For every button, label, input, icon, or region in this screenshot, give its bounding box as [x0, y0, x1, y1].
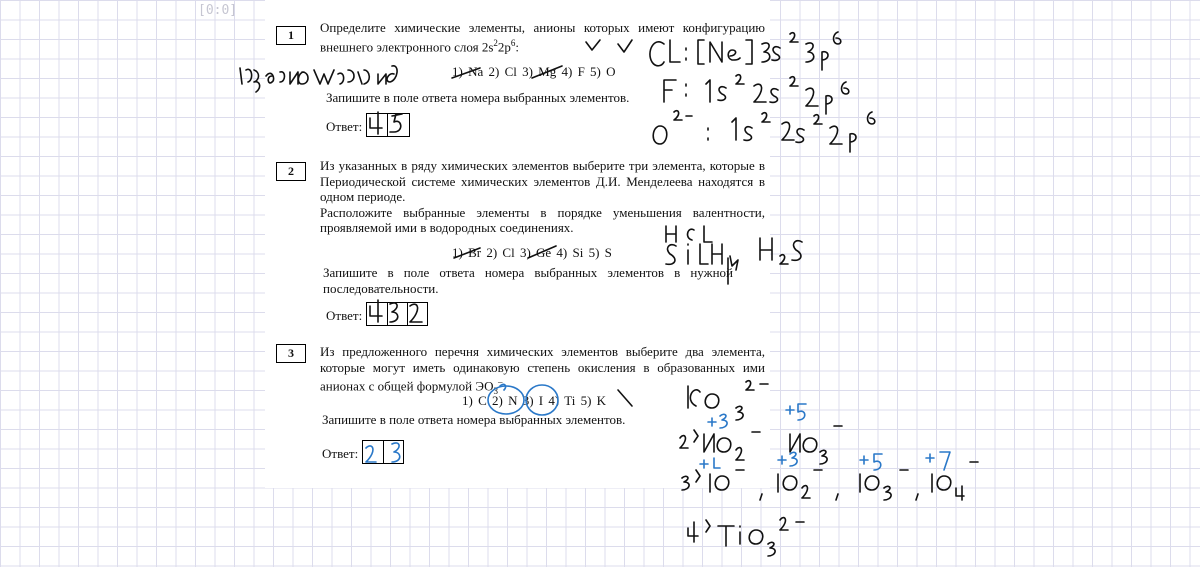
note-no2-no3	[680, 426, 842, 464]
note-h2s	[760, 238, 802, 264]
strike-na	[452, 68, 480, 78]
note-cl-config	[650, 32, 841, 70]
note-o-config	[653, 111, 875, 152]
circle-option-n	[488, 386, 524, 414]
task-1-text: Определите химические элементы, анионы которых имеют конфигурацию внешнего электронного слоя $2s^22p^6$:	[320, 20, 765, 54]
strike-ge	[528, 246, 556, 258]
coordinate-readout: [0:0]	[198, 3, 238, 18]
margin-note-scribble	[240, 66, 397, 92]
task-1-answer-label: Ответ:	[326, 119, 363, 134]
note-f-config	[664, 75, 849, 114]
task-3-text: Из предложенного перечня химических элементов выберите два элемента, которые могут иметь одинаковую степень окисления в образованных ими анионах с общей формулой $ЭО_3^-$.	[320, 344, 765, 396]
ox-state-io2	[778, 452, 797, 466]
task-3-answer-label: Ответ:	[322, 446, 359, 461]
ox-state-no3	[786, 404, 806, 420]
ox-state-io3	[860, 454, 882, 470]
task-2-answer-label: Ответ:	[326, 308, 363, 323]
task-2-instruction: Запишите в поле ответа номера выбранных элементов в нужной последовательности.	[323, 265, 733, 296]
task-3-instruction: Запишите в поле ответа номера выбранных элементов.	[322, 412, 626, 427]
note-co3	[688, 381, 768, 420]
strike-k	[618, 390, 632, 406]
task-2-text: Из указанных в ряду химических элементов выберите три элемента, которые в Периодической системе химических элементов Д.И. Менделеева находятся в одном периоде. Расположите выбранные элементы в порядке уменьшения валентности, проявляемой ими в водородных соединениях.	[320, 158, 765, 235]
task-number-1: 1	[276, 26, 306, 45]
strike-mg	[532, 66, 562, 78]
circle-option-i	[526, 385, 558, 415]
note-io-series	[682, 462, 978, 500]
ox-state-no2	[708, 414, 727, 428]
note-hcl	[666, 226, 712, 242]
ox-state-io4	[926, 452, 950, 470]
task-number-3: 3	[276, 344, 306, 363]
strike-br	[454, 248, 480, 258]
task-2-options: 1) Br 2) Cl 3) Ge 4) Si 5) S	[452, 245, 612, 260]
task-3-answer-digits	[366, 443, 400, 462]
task-1-answer-digits	[370, 112, 402, 134]
task-1-options: 1) Na 2) Cl 3) Mg 4) F 5) O	[452, 64, 616, 79]
note-tio3	[688, 518, 804, 556]
task-number-2: 2	[276, 162, 306, 181]
ox-state-io	[700, 458, 720, 468]
task-3-options: 1) C 2) N 3) I 4) Ti 5) K	[462, 393, 607, 408]
task-1-instruction: Запишите в поле ответа номера выбранных элементов.	[326, 90, 630, 105]
check-mark-1	[586, 40, 600, 50]
task-2-answer-digits	[370, 300, 422, 322]
check-mark-2	[618, 40, 632, 52]
